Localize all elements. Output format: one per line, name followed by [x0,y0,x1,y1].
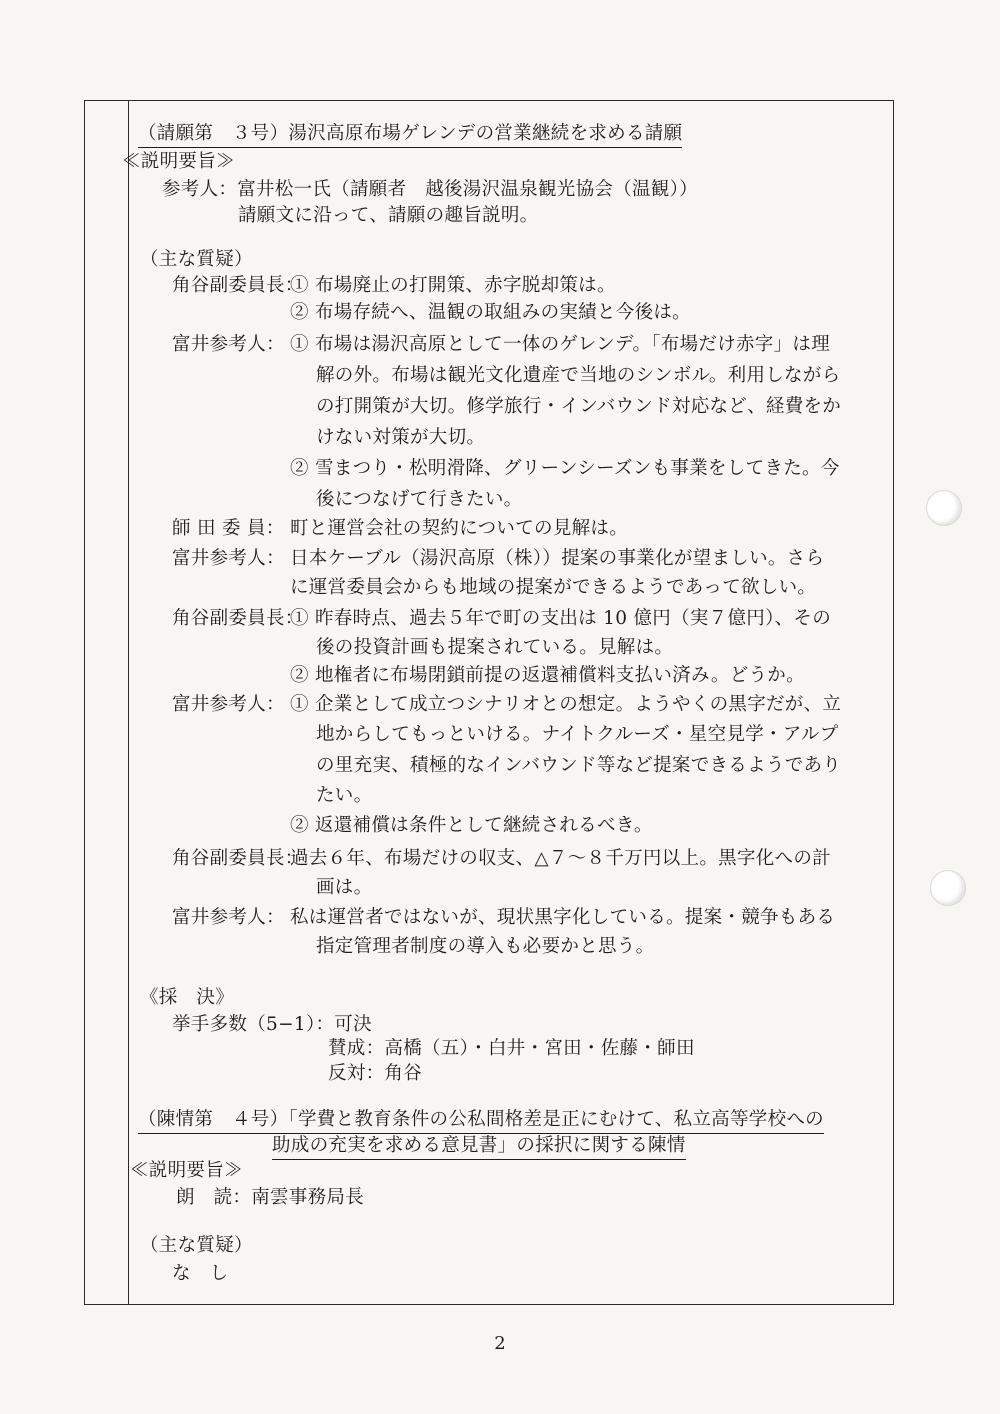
q1-speaker: 角谷副委員長： [172,275,304,296]
q1-line1: ① 布場廃止の打開策、赤字脱却策は。 [290,275,616,296]
a1-line6: 後につなげて行きたい。 [316,489,523,510]
q1-line2: ② 布場存続へ、温観の取組みの実績と今後は。 [290,302,691,323]
petition4-questions-none: な し [172,1263,229,1284]
petition4-title-line2: 助成の充実を求める意見書」の採択に関する陳情 [272,1134,686,1160]
q3-line1: ① 昨春時点、過去５年で町の支出は 10 億円（実７億円）、その [290,608,832,629]
petition3-explanation-line1: 参考人：富井松一氏（請願者 越後湯沢温泉観光協会（温観）） [162,179,698,200]
a3-speaker: 富井参考人： [172,694,285,715]
frame-margin-divider [128,100,129,1305]
petition3-explanation-heading: ≪説明要旨≫ [122,151,235,172]
a4-line1: 私は運営者ではないが、現状黒字化している。提案・競争もある [290,907,836,928]
a3-line3: の里充実、積極的なインバウンド等など提案できるようであり [316,755,842,776]
q4-line2: 画は。 [316,877,373,898]
a4-speaker: 富井参考人： [172,907,285,928]
punch-hole-bottom [930,870,966,906]
a1-line1: ① 布場は湯沢高原として一体のゲレンデ。「布場だけ赤字」は理 [290,334,831,355]
a2-line2: に運営委員会からも地域の提案ができるようであって欲しい。 [290,577,817,598]
a1-line4: けない対策が大切。 [316,427,486,448]
a1-speaker: 富井参考人： [172,334,285,355]
q2-speaker: 師 田 委 員： [172,518,285,539]
a2-speaker: 富井参考人： [172,548,285,569]
vote-result: 挙手多数（5−1）：可決 [172,1014,372,1035]
page-number: 2 [494,1333,506,1354]
vote-heading: 《採 決》 [140,987,235,1008]
a3-line1: ① 企業として成立つシナリオとの想定。ようやくの黒字だが、立 [290,694,842,715]
petition3-questions-heading: （主な質疑） [140,249,253,270]
a1-line2: 解の外。布場は観光文化遺産で当地のシンボル。利用しながら [316,365,841,386]
a4-line2: 指定管理者制度の導入も必要かと思う。 [316,936,655,957]
vote-for: 賛成：高橋（五）・白井・宮田・佐藤・師田 [328,1038,695,1059]
q3-line3: ② 地権者に布場閉鎖前提の返還補償料支払い済み。どうか。 [290,665,805,686]
a2-line1: 日本ケーブル（湯沢高原（株））提案の事業化が望ましい。さら [290,548,825,569]
a1-line5: ② 雪まつり・松明滑降、グリーンシーズンも事業をしてきた。今 [290,458,840,479]
a1-line3: の打開策が大切。修学旅行・インバウンド対応など、経費をか [316,396,842,417]
punch-hole-top [926,490,962,526]
petition4-explanation-line1: 朗 読：南雲事務局長 [176,1187,365,1208]
petition3-title: （請願第 ３号）湯沢高原布場ゲレンデの営業継続を求める請願 [138,122,682,148]
a3-line5: ② 返還補償は条件として継続されるべき。 [290,815,653,836]
a3-line2: 地からしてもっといける。ナイトクルーズ・星空見学・アルプ [316,724,839,745]
q4-speaker: 角谷副委員長： [172,848,304,869]
a3-line4: たい。 [316,785,373,806]
vote-against: 反対：角谷 [328,1063,423,1084]
q3-line2: 後の投資計画も提案されている。見解は。 [316,637,674,658]
q2-line1: 町と運営会社の契約についての見解は。 [290,518,629,539]
q4-line1: 過去６年、布場だけの収支、△７～８千万円以上。黒字化への計 [290,848,831,869]
q3-speaker: 角谷副委員長： [172,608,304,629]
petition4-title-line1: （陳情第 ４号）「学費と教育条件の公私間格差是正にむけて、私立高等学校への [138,1108,824,1134]
petition3-explanation-line2: 請願文に沿って、請願の趣旨説明。 [238,205,539,226]
petition4-questions-heading: （主な質疑） [140,1235,253,1256]
petition4-explanation-heading: ≪説明要旨≫ [130,1160,243,1181]
